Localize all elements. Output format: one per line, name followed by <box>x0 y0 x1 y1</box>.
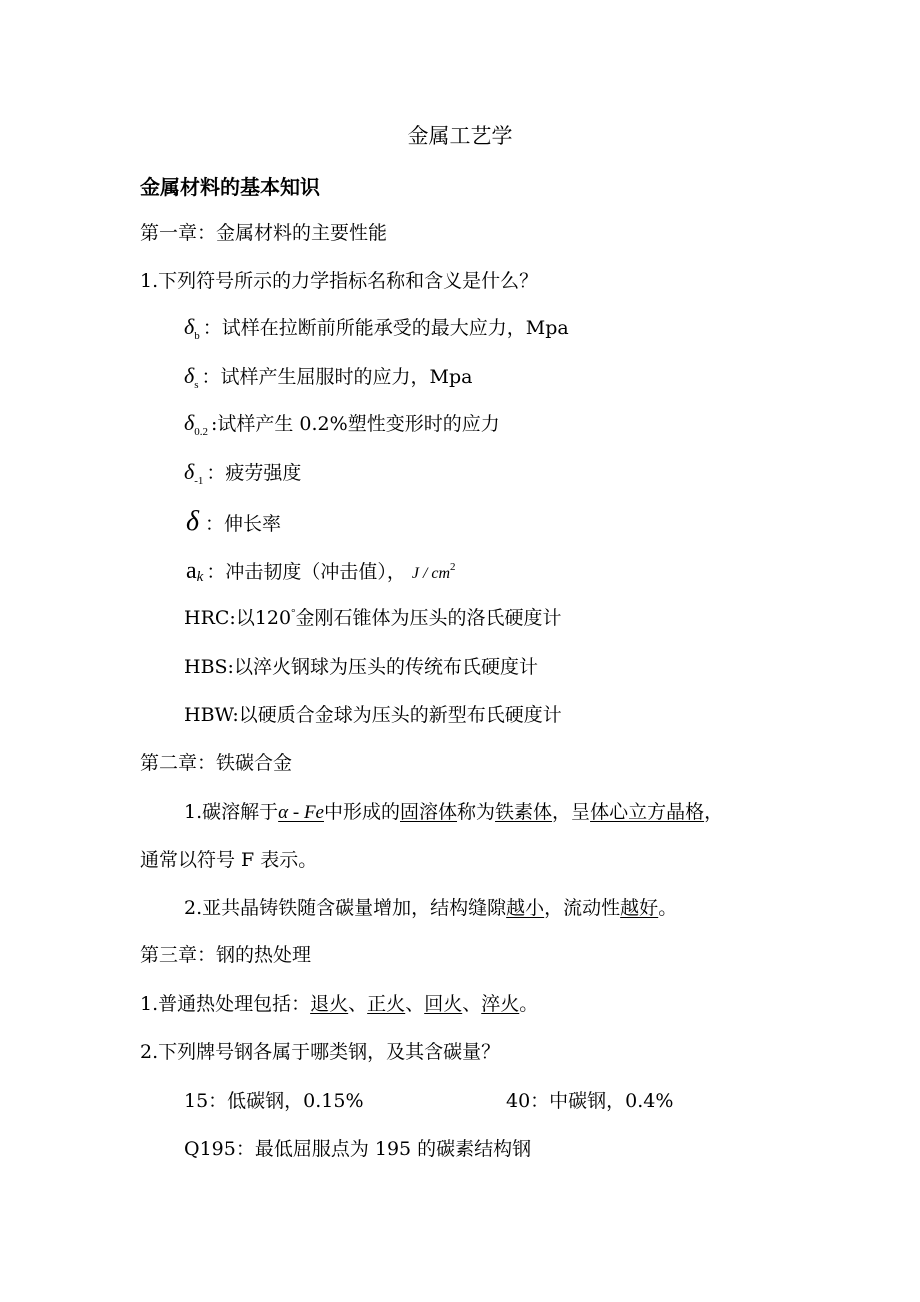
delta-02-text: :试样产生 0.2%塑性变形时的应力 <box>210 413 500 435</box>
ak-item <box>186 559 456 587</box>
answer-ferrite: 铁素体 <box>495 801 553 823</box>
steel-40-answer: 40：中碳钢，0.4% <box>506 1090 674 1112</box>
ak-subscript: k <box>196 569 204 585</box>
delta-symbol: δ <box>186 506 200 537</box>
steel-q195-answer: Q195：最低屈服点为 195 的碳素结构钢 <box>184 1138 532 1160</box>
delta-02-item <box>184 411 500 439</box>
degree-mark: ° <box>291 607 296 619</box>
chapter-1-question-1: 1.下列符号所示的力学指标名称和含义是什么？ <box>140 270 539 292</box>
chapter-2-paragraph-2 <box>184 896 677 920</box>
answer-solid-solution: 固溶体 <box>400 801 458 823</box>
answer-tempering: 回火 <box>424 993 463 1015</box>
chapter-1-heading: 第一章：金属材料的主要性能 <box>140 222 388 244</box>
delta-s-text: ：试样产生屈服时的应力，Mpa <box>201 366 473 388</box>
hbw-item: HBW:以硬质合金球为压头的新型布氏硬度计 <box>184 704 562 726</box>
document-title: 金属工艺学 <box>407 124 513 148</box>
delta-symbol: δ <box>184 459 195 484</box>
delta-elongation-text: ：伸长率 <box>205 513 282 535</box>
delta-minus1-item <box>184 460 301 488</box>
chapter-2-paragraph-1 <box>184 800 723 825</box>
delta-b-item <box>184 315 569 343</box>
answer-quenching: 淬火 <box>481 993 520 1015</box>
delta-minus1-text: ：疲劳强度 <box>206 462 302 484</box>
chapter-2-paragraph-1-cont: 通常以符号 F 表示。 <box>140 849 318 871</box>
p2-text: 。 <box>658 897 678 919</box>
p2-text: 2.亚共晶铸铁随含碳量增加，结构缝隙 <box>184 897 507 919</box>
delta-b-text: ：试样在拉断前所能承受的最大应力，Mpa <box>202 317 569 339</box>
hbs-item: HBS:以淬火钢球为压头的传统布氏硬度计 <box>184 656 538 678</box>
answer-bcc-lattice: 体心立方晶格 <box>590 801 705 823</box>
separator: 、 <box>405 993 425 1015</box>
ak-unit-exponent: 2 <box>450 561 456 573</box>
period: 。 <box>519 993 539 1015</box>
p1-text: ，呈 <box>552 801 591 823</box>
hrc-text-pre: HRC:以120 <box>184 607 292 629</box>
p2-text: ，流动性 <box>544 897 621 919</box>
delta-symbol: δ <box>184 363 195 388</box>
chapter-2-heading: 第二章：铁碳合金 <box>140 752 293 774</box>
hrc-text-post: 金刚石锥体为压头的洛氏硬度计 <box>295 607 562 629</box>
answer-better: 越好 <box>620 897 659 919</box>
separator: 、 <box>348 993 368 1015</box>
separator: 、 <box>462 993 482 1015</box>
p1-text: ， <box>704 801 724 823</box>
ak-symbol: a <box>186 558 197 584</box>
chapter-3-question-2: 2.下列牌号钢各属于哪类钢，及其含碳量？ <box>140 1041 501 1063</box>
ak-text: ：冲击韧度（冲击值）， <box>206 561 406 583</box>
q1-text: 1.普通热处理包括： <box>140 993 311 1015</box>
answer-smaller: 越小 <box>506 897 545 919</box>
hrc-item <box>184 606 562 633</box>
delta-elongation-item <box>186 506 282 537</box>
answer-normalizing: 正火 <box>367 993 406 1015</box>
ak-unit: J / cm <box>411 565 451 582</box>
delta-subscript: 0.2 <box>194 426 208 438</box>
p1-text: 1.碳溶解于 <box>184 801 279 823</box>
p1-text: 中形成的 <box>323 801 400 823</box>
delta-subscript: s <box>194 379 199 391</box>
delta-s-item <box>184 364 472 392</box>
steel-15-answer: 15：低碳钢，0.15% <box>184 1090 364 1112</box>
delta-symbol: δ <box>184 314 195 339</box>
answer-annealing: 退火 <box>310 993 349 1015</box>
delta-subscript: b <box>194 330 200 342</box>
delta-symbol: δ <box>184 410 195 435</box>
section-heading: 金属材料的基本知识 <box>140 175 320 199</box>
delta-subscript: -1 <box>194 475 204 487</box>
fill-blank-alpha-fe: α - Fe <box>278 802 324 823</box>
p1-text: 称为 <box>457 801 496 823</box>
chapter-3-question-1 <box>140 992 538 1016</box>
chapter-3-heading: 第三章：钢的热处理 <box>140 944 312 966</box>
